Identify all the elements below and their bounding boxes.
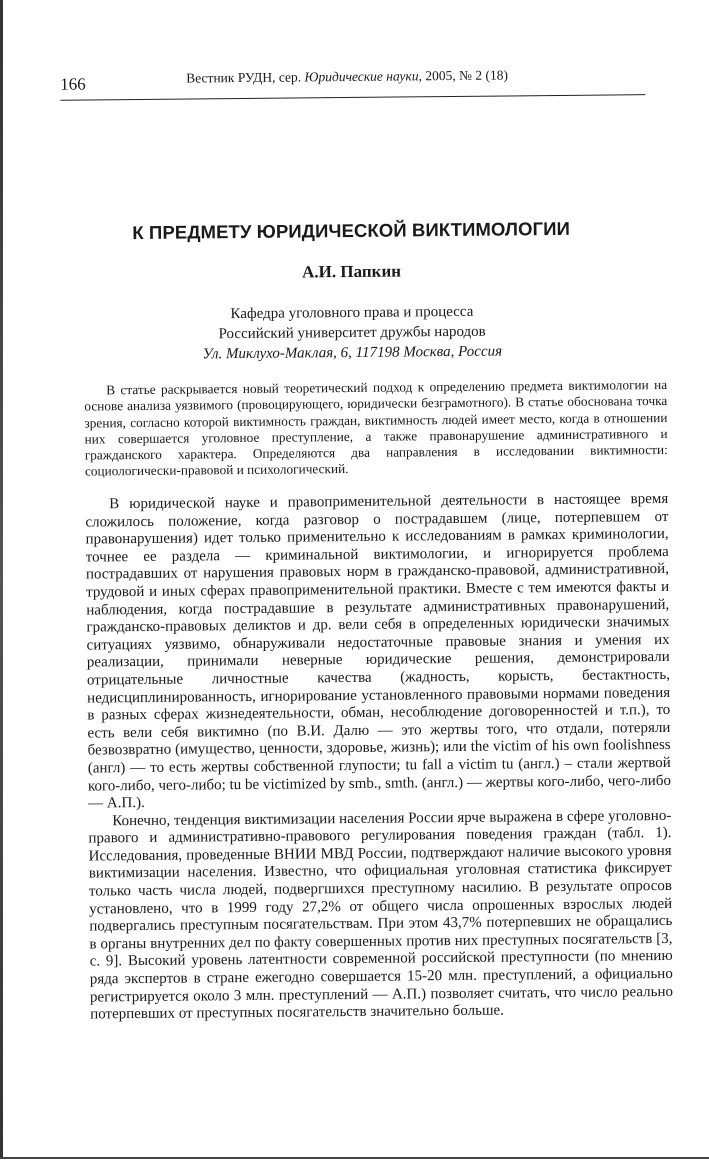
journal-name: Вестник РУДН, сер. [186, 69, 305, 86]
abstract: В статье раскрывается новый теоретический подход к определению предмета виктимологии на основе анализа уязвимого (провоцирующего, юридически безграмотного). В статье обоснована точка зрения, согласно которой виктимность граждан, виктимность людей имеет место, когда в отношении них совершается уголовное преступление, а также правонарушение административного и гражданского характера. Определяются два направления в исследовании виктимности: социологически-правовой и психологический. [84, 376, 668, 480]
journal-series: Юридические науки [304, 68, 419, 85]
body-paragraph-2: Конечно, тенденция виктимизации населения России ярче выражена в сфере уголовно-правого и административно-правового регулирования поведения граждан (табл. 1). Исследования, проведенные ВНИИ МВД России, подтверждают наличие высокого уровня виктимизации населения. Известно, что официальная уголовная статистика фиксирует только часть числа людей, подвергшихся преступному насилию. В результате опросов установлено, что в 1999 году 27,2% от общего числа опрошенных взрослых людей подвергались преступным посягательствам. При этом 43,7% потерпевших не обращались в органы внутренних дел по факту совершенных против них преступных посягательств [3, с. 9]. Высокий уровень латентности современной российской преступности (по мнению ряда экспертов в стране ежегодно совершается 15-20 млн. преступлений, а официально регистрируется около 3 млн. преступлений — А.П.) позволяет считать, что число реально потерпевших от преступных посягательств значительно больше. [88, 807, 674, 1023]
journal-issue: , 2005, № 2 (18) [418, 67, 508, 84]
body-paragraph-1: В юридической науке и правоприменительной деятельности в настоящее время сложилось положение, когда разговор о пострадавшем (лице, потерпевшем от правонарушения) идет только применительно к исследованиям в рамках криминологии, точнее ее раздела — криминальной виктимологии, и игнорируется проблема пострадавших от нарушения правовых норм в гражданско-правовой, административной, трудовой и иных сферах правоприменительной практики. Вместе с тем имеются факты и наблюдения, когда пострадавшие в результате административных правонарушений, гражданско-правовых деликтов и др. вели себя в определенных юридически значимых ситуациях уязвимо, обнаруживали недостаточные правовые знания и умения их реализации, принимали неверные юридические решения, демонстрировали отрицательные личностные качества (жадность, корысть, бестактность, недисциплинированность, игнорирование установленного правовыми нормами поведения в разных сферах жизнедеятельности, обман, несоблюдение договоренностей и т.п.), то есть вели себя виктимно (по В.И. Далю — это жертвы того, что отдали, потеряли безвозвратно (имущество, ценности, здоровье, жизнь); или the victim of his own foolishness (англ) — то есть жертвы собственной глупости; tu fall a victim tu (англ.) – стали жертвой кого-либо, чего-либо; tu be victimized by smb., smth. (англ.) — жертвы кого-либо, чего-либо — А.П.). [85, 490, 672, 812]
affiliation-university: Российский университет дружбы народов [218, 323, 486, 343]
article-title: К ПРЕДМЕТУ ЮРИДИЧЕСКОЙ ВИКТИМОЛОГИИ [132, 217, 571, 244]
running-header [186, 67, 508, 86]
article-author: А.И. Папкин [301, 261, 402, 282]
page-number: 166 [60, 74, 86, 94]
affiliation-address: Ул. Миклухо-Маклая, 6, 117198 Москва, Россия [202, 343, 503, 363]
article-body [85, 491, 673, 1024]
header-rule [60, 94, 645, 101]
affiliation-department: Кафедра уголовного права и процесса [230, 303, 474, 323]
